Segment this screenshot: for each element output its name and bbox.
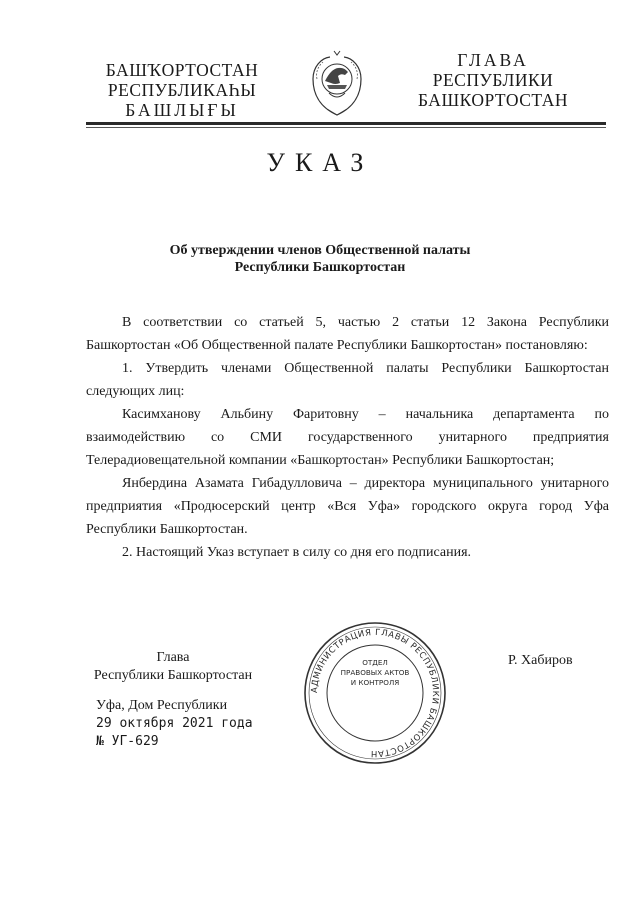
- issue-place: Уфа, Дом Республики: [96, 698, 228, 713]
- decree-body: [86, 311, 609, 564]
- body-paragraph: 1. Утвердить членами Общественной палаты Республики Башкортостан следующих лиц:: [86, 361, 609, 399]
- header-right-line: РЕСПУБЛИКИ: [432, 70, 554, 90]
- decree-subject: [120, 242, 520, 276]
- header-right-line: ГЛАВА: [457, 50, 529, 70]
- issue-date: 29 октября 2021 года: [96, 716, 253, 731]
- stamp-line: И КОНТРОЛЯ: [350, 678, 400, 687]
- stamp-ring-text: АДМИНИСТРАЦИЯ ГЛАВЫ РЕСПУБЛИКИ БАШКОРТОСТАН: [309, 627, 441, 759]
- decree-number: № УГ-629: [96, 734, 159, 749]
- header-left-line: БАШЛЫҒЫ: [125, 100, 239, 120]
- coat-of-arms-icon: [305, 49, 369, 117]
- stamp-line: ОТДЕЛ: [362, 658, 388, 667]
- header-left-line: БАШҠОРТОСТАН: [105, 60, 259, 80]
- stamp-inner-text: [337, 658, 413, 688]
- header-left-line: РЕСПУБЛИКАҺЫ: [107, 80, 257, 100]
- header-rule-thin: [86, 127, 606, 128]
- document-title: УКАЗ: [266, 148, 374, 177]
- header-right-line: БАШКОРТОСТАН: [417, 90, 568, 110]
- header-bashkir-title: [96, 60, 268, 120]
- official-stamp: [302, 620, 448, 766]
- body-paragraph: В соответствии со статьей 5, частью 2 статьи 12 Закона Республики Башкортостан «Об Общественной палате Республики Башкортостан» постановляю:: [86, 315, 609, 353]
- subject-line: Республики Башкортостан: [234, 260, 406, 275]
- body-paragraph: Касимханову Альбину Фаритовну – начальника департамента по взаимодействию со СМИ государственного унитарного предприятия Телерадиовещательной компании «Башкортостан» Республики Башкортостан;: [86, 407, 609, 468]
- signer-title-line: Глава: [156, 650, 190, 665]
- body-paragraph: Янбердина Азамата Гибадулловича – директора муниципального унитарного предприятия «Продюсерский центр «Вся Уфа» городского округа город Уфа Республики Башкортостан.: [86, 476, 609, 537]
- stamp-line: ПРАВОВЫХ АКТОВ: [340, 668, 410, 677]
- header-russian-title: [398, 50, 588, 110]
- subject-line: Об утверждении членов Общественной палаты: [169, 243, 471, 258]
- header-rule: [86, 122, 606, 125]
- issue-details: [96, 697, 253, 751]
- signer-name: Р. Хабиров: [508, 653, 573, 668]
- signer-title-line: Республики Башкортостан: [93, 668, 253, 683]
- signer-title: [93, 649, 253, 685]
- body-paragraph: 2. Настоящий Указ вступает в силу со дня его подписания.: [122, 545, 472, 560]
